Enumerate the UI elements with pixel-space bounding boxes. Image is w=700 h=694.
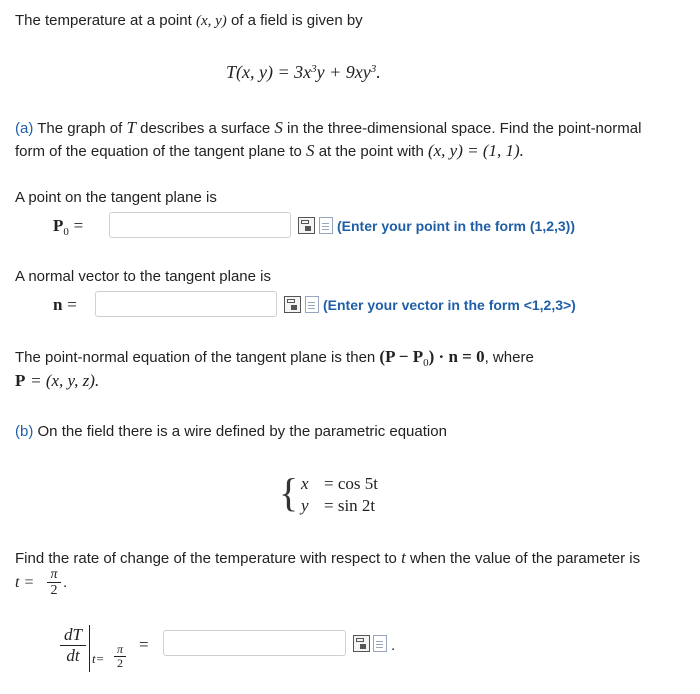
system-y: y bbox=[301, 496, 309, 515]
system-x-expr: = cos 5t bbox=[324, 474, 378, 493]
part-a-S: S bbox=[274, 118, 283, 137]
P-bold: P bbox=[15, 371, 26, 390]
part-a-line1 bbox=[15, 118, 641, 138]
eval-numerator: π bbox=[116, 642, 123, 656]
equation-lhs: T(x, y) = 3x bbox=[226, 62, 312, 82]
normal-question: A normal vector to the tangent plane is bbox=[15, 268, 271, 285]
system-x: x bbox=[301, 474, 309, 493]
help-icon[interactable] bbox=[373, 635, 387, 652]
n-label bbox=[53, 295, 77, 315]
t-period: . bbox=[63, 574, 68, 591]
preview-icon[interactable] bbox=[298, 217, 315, 234]
point-hint: (Enter your point in the form (1,2,3)) bbox=[337, 218, 576, 234]
part-a-text1: The graph of bbox=[37, 120, 123, 137]
point-normal-math-2: ) · n = 0 bbox=[428, 347, 485, 366]
P0-symbol: P bbox=[53, 216, 64, 235]
part-a-text3: in the three-dimensional space. Find the point-normal bbox=[287, 120, 642, 137]
P-definition bbox=[15, 371, 99, 391]
equation-end: . bbox=[376, 62, 381, 82]
normal-hint: (Enter your vector in the form <1,2,3>) bbox=[323, 297, 576, 313]
equation-exponent-1: 3 bbox=[311, 63, 317, 75]
temperature-equation bbox=[226, 62, 381, 83]
part-b-text: On the field there is a wire defined by the parametric equation bbox=[37, 423, 447, 440]
system-brace: { bbox=[279, 470, 299, 515]
part-a-text2: describes a surface bbox=[140, 120, 271, 137]
intro-text-after: of a field is given by bbox=[230, 12, 363, 29]
rate-text1: Find the rate of change of the temperature with respect to bbox=[15, 550, 397, 567]
rate-line bbox=[15, 548, 640, 568]
P-def-rest: = (x, y, z). bbox=[30, 371, 100, 390]
eval-fraction bbox=[114, 643, 126, 670]
part-a-S2: S bbox=[306, 141, 315, 160]
equation-mid: y + 9xy bbox=[316, 62, 371, 82]
point-question: A point on the tangent plane is bbox=[15, 189, 217, 206]
n-equals: = bbox=[67, 295, 77, 314]
rate-text2: when the value of the parameter is bbox=[409, 550, 641, 567]
equation-exponent-2: 3 bbox=[370, 63, 377, 75]
intro-line bbox=[15, 12, 363, 30]
point-normal-where: , where bbox=[484, 349, 534, 366]
t-denominator: 2 bbox=[47, 582, 61, 598]
part-a-T: T bbox=[126, 118, 136, 137]
point-normal-text: The point-normal equation of the tangent plane is then bbox=[15, 349, 376, 366]
point-normal-subscript: 0 bbox=[423, 357, 429, 369]
P0-subscript: 0 bbox=[63, 226, 69, 238]
help-icon[interactable] bbox=[319, 217, 333, 234]
dt: dt bbox=[60, 645, 86, 666]
intro-text: The temperature at a point bbox=[15, 12, 192, 29]
point-input[interactable] bbox=[109, 212, 291, 238]
eval-t: t= bbox=[92, 651, 105, 666]
rate-input[interactable] bbox=[163, 630, 346, 656]
system-row-y bbox=[301, 496, 309, 516]
t-fraction bbox=[47, 567, 61, 598]
part-b-label: (b) bbox=[15, 423, 34, 440]
dT-dt-fraction bbox=[60, 625, 86, 666]
part-a-point-expr: (x, y) = (1, 1). bbox=[427, 141, 524, 160]
system-y-expr: = sin 2t bbox=[324, 496, 376, 515]
t-numerator: π bbox=[50, 567, 58, 582]
n-symbol: n bbox=[53, 295, 63, 314]
part-a-line2-text1: form of the equation of the tangent plane to bbox=[15, 143, 302, 160]
preview-icon[interactable] bbox=[284, 296, 301, 313]
point-normal-line1 bbox=[15, 347, 534, 367]
trailing-period: . bbox=[391, 637, 396, 654]
part-a-line2 bbox=[15, 141, 524, 161]
help-icon[interactable] bbox=[305, 296, 319, 313]
intro-point: (x, y) bbox=[195, 13, 227, 29]
eval-denominator: 2 bbox=[114, 656, 126, 670]
rate-equals: = bbox=[139, 635, 149, 654]
P0-equals: = bbox=[73, 216, 84, 235]
rate-t: t bbox=[401, 548, 406, 567]
P0-label bbox=[53, 216, 83, 236]
dT: dT bbox=[64, 625, 82, 644]
part-a-label: (a) bbox=[15, 120, 34, 137]
point-normal-math-1: (P − P bbox=[379, 347, 424, 366]
part-a-line2-text2: at the point with bbox=[318, 143, 424, 160]
t-equals: t = bbox=[15, 574, 35, 591]
part-b-line bbox=[15, 423, 447, 440]
preview-icon[interactable] bbox=[353, 635, 370, 652]
system-row-x bbox=[301, 474, 309, 494]
normal-input[interactable] bbox=[95, 291, 277, 317]
evaluation-bar bbox=[89, 625, 90, 672]
